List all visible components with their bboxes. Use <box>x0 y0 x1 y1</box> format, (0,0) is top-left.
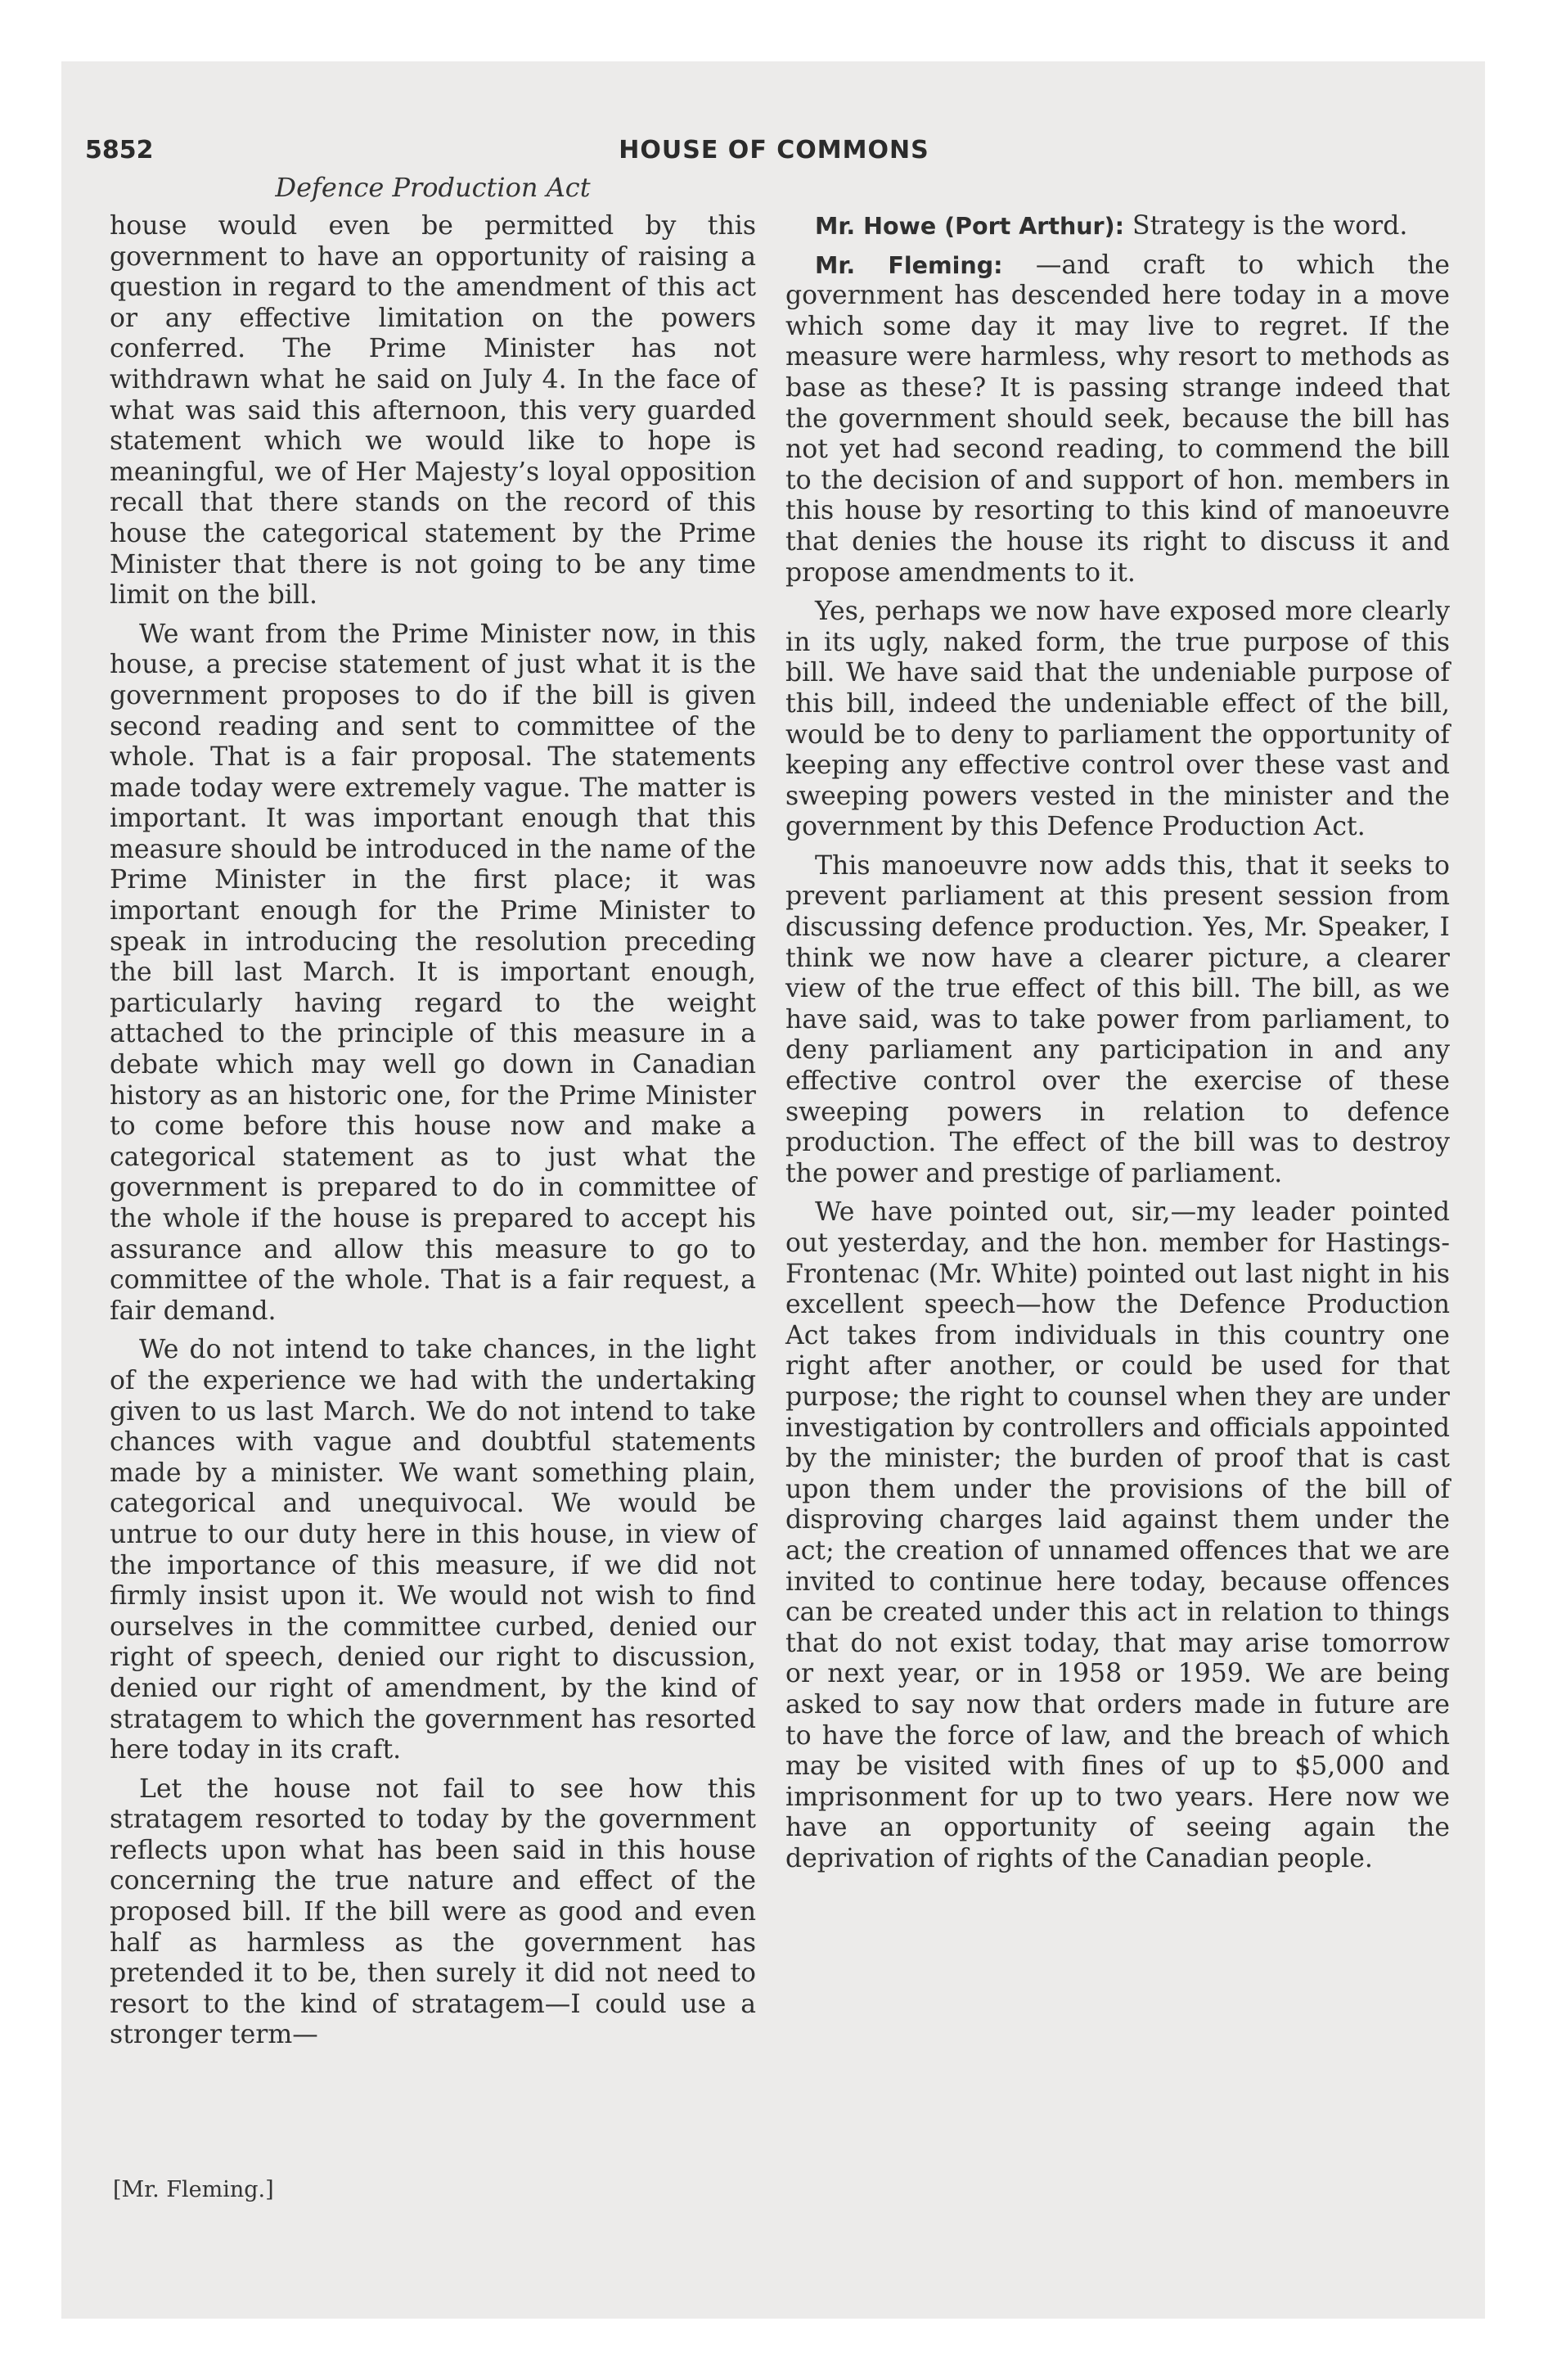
paragraph: We do not intend to take chances, in the light of the experience we had with the undertaking given to us last March. We do not intend to take chances with vague and doubtful statements made by a minister. We want something plain, categorical and unequivocal. We would be untrue to our duty here in this house, in view of the importance of this measure, if we did not firmly insist upon it. We would not wish to find ourselves in the committee curbed, denied our right of speech, denied our right to discussion, denied our right of amendment, by the kind of stratagem to which the government has resorted here today in its craft. <box>110 1335 756 1765</box>
paragraph: We want from the Prime Minister now, in this house, a precise statement of just what it is the government proposes to do if the bill is given second reading and sent to committee of the whole. That is a fair proposal. The statements made today were extremely vague. The matter is important. It was important enough that this measure should be introduced in the name of the Prime Minister in the first place; it was important enough for the Prime Minister to speak in introducing the resolution preceding the bill last March. It is important enough, particularly having regard to the weight attached to the principle of this measure in a debate which may well go down in Canadian history as an historic one, for the Prime Minister to come before this house now and make a categorical statement as to just what the government is prepared to do in committee of the whole if the house is prepared to accept his assurance and allow this measure to go to committee of the whole. That is a fair request, a fair demand. <box>110 619 756 1326</box>
subject-heading: Defence Production Act <box>275 172 591 203</box>
paragraph: We have pointed out, sir,—my leader pointed out yesterday, and the hon. member for Hastings-Frontenac (Mr. White) pointed out last night in his excellent speech—how the Defence Production Act takes from individuals in this country one right after another, or could be used for that purpose; the right to counsel when they are under investigation by controllers and officials appointed by the minister; the burden of proof that is cast upon them under the provisions of the bill of disproving charges laid against them under the act; the creation of unnamed offences that we are invited to continue here today, because offences can be created under this act in relation to things that do not exist today, that may arise tomorrow or next year, or in 1958 or 1959. We are being asked to say now that orders made in future are to have the force of law, and the breach of which may be visited with fines of up to $5,000 and imprisonment for up to two years. Here now we have an opportunity of seeing again the deprivation of rights of the Canadian people. <box>785 1197 1450 1873</box>
paragraph: house would even be permitted by this government to have an opportunity of raising a question in regard to the amendment of this act or any effective limitation on the powers conferred. The Prime Minister has not withdrawn what he said on July 4. In the face of what was said this afternoon, this very guarded statement which we would like to hope is meaningful, we of Her Majesty’s loyal opposition recall that there stands on the record of this house the categorical statement by the Prime Minister that there is not going to be any time limit on the bill. <box>110 211 756 611</box>
paragraph: Let the house not fail to see how this stratagem resorted to today by the government reflects upon what has been said in this house concerning the true nature and effect of the proposed bill. If the bill were as good and even half as harmless as the government has pretended it to be, then surely it did not need to resort to the kind of stratagem—I could use a stronger term— <box>110 1774 756 2050</box>
speech-fleming <box>785 250 1450 589</box>
paragraph: Yes, perhaps we now have exposed more clearly in its ugly, naked form, the true purpose of this bill. We have said that the undeniable purpose of this bill, indeed the undeniable effect of the bill, would be to deny to parliament the opportunity of keeping any effective control over these vast and sweeping powers vested in the minister and the government by this Defence Production Act. <box>785 597 1450 842</box>
left-column <box>110 211 756 2059</box>
paragraph: This manoeuvre now adds this, that it seeks to prevent parliament at this present session from discussing defence production. Yes, Mr. Speaker, I think we now have a clearer picture, a clearer view of the true effect of this bill. The bill, as we have said, was to take power from parliament, to deny parliament any participation in and any effective control over the exercise of these sweeping powers in relation to defence production. The effect of the bill was to destroy the power and prestige of parliament. <box>785 850 1450 1188</box>
right-column <box>785 211 1450 1882</box>
speech-text: —and craft to which the government has descended here today in a move which some day it may live to regret. If the measure were harmless, why resort to methods as base as these? It is passing strange indeed that the government should seek, because the bill has not yet had second reading, to commend the bill to the decision of and support of hon. members in this house by resorting to this kind of manoeuvre that denies the house its right to discuss it and propose amendments to it. <box>785 250 1450 588</box>
page-number: 5852 <box>85 136 154 165</box>
running-head: HOUSE OF COMMONS <box>619 136 929 165</box>
footer-speaker-reference: [Mr. Fleming.] <box>113 2177 274 2202</box>
speech-howe <box>785 211 1450 242</box>
speaker-name: Mr. Fleming: <box>815 251 1003 279</box>
speech-text: Strategy is the word. <box>1132 211 1408 241</box>
speaker-name: Mr. Howe (Port Arthur): <box>815 213 1125 240</box>
